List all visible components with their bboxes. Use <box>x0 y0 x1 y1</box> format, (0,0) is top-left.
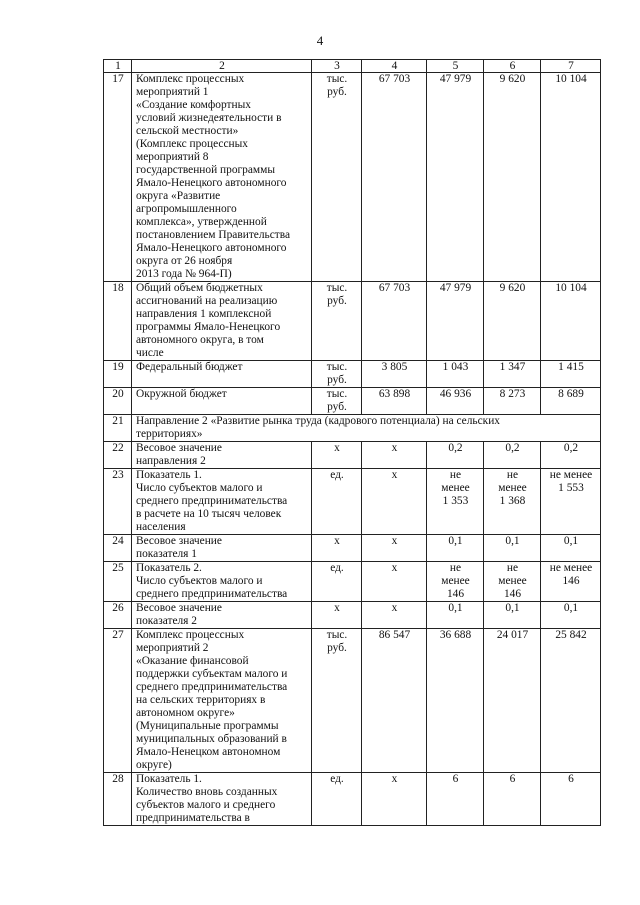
table-row <box>104 388 601 415</box>
indicator-name <box>132 562 312 602</box>
indicator-name-line: в расчете на 10 тысяч человек <box>136 508 282 520</box>
indicator-name-line: Показатель 1. <box>136 469 202 481</box>
indicator-name-line: «Оказание финансовой <box>136 655 249 667</box>
table-row <box>104 773 601 826</box>
unit-cell-line: х <box>334 442 340 454</box>
value-col6-line: 0,1 <box>505 602 520 614</box>
indicator-name-line: Весовое значение <box>136 602 222 614</box>
value-col6 <box>484 73 541 282</box>
row-number: 26 <box>104 602 132 629</box>
value-col6 <box>484 469 541 535</box>
unit-cell-line: руб. <box>327 295 347 307</box>
indicator-name <box>132 388 312 415</box>
value-col5 <box>427 629 484 773</box>
indicator-name-line: Показатель 1. <box>136 773 202 785</box>
indicator-name-line: числе <box>136 347 164 359</box>
unit-cell <box>312 442 362 469</box>
header-cell: 1 <box>104 60 132 73</box>
indicator-name-line: округа «Развитие <box>136 190 221 202</box>
value-col6 <box>484 602 541 629</box>
value-col6 <box>484 773 541 826</box>
value-col4 <box>362 442 427 469</box>
value-col7-line: 25 842 <box>555 629 587 641</box>
unit-cell-line: руб. <box>327 374 347 386</box>
indicator-name-line: населения <box>136 521 186 533</box>
indicator-name-line: направления 1 комплексной <box>136 308 272 320</box>
value-col4-line: х <box>391 535 398 547</box>
indicator-name-line: Ямало-Ненецкого автономного <box>136 242 287 254</box>
table-row <box>104 73 601 282</box>
value-col5-line: менее <box>441 482 470 494</box>
value-col7 <box>541 773 601 826</box>
unit-cell-line: ед. <box>330 562 344 574</box>
indicator-name-line: автономном округе» <box>136 707 235 719</box>
value-col5 <box>427 361 484 388</box>
value-col5-line: 36 688 <box>439 629 472 641</box>
value-col5 <box>427 535 484 562</box>
value-col5-line: 47 979 <box>439 282 472 294</box>
unit-cell <box>312 562 362 602</box>
table-row <box>104 562 601 602</box>
indicator-name-line: мероприятий 1 <box>136 86 209 98</box>
unit-cell-line: руб. <box>327 401 347 413</box>
value-col5 <box>427 282 484 361</box>
unit-cell-line: руб. <box>327 642 347 654</box>
indicator-name <box>132 535 312 562</box>
unit-cell-line: тыс. <box>326 282 348 294</box>
unit-cell-line: ед. <box>330 773 344 785</box>
value-col4-line: х <box>391 562 398 574</box>
indicator-name-line: постановлением Правительства <box>136 229 291 241</box>
value-col4-line: х <box>391 773 398 785</box>
value-col6-line: 9 620 <box>499 282 526 294</box>
indicator-name-line: округа от 26 ноября <box>136 255 233 267</box>
value-col5-line: 6 <box>452 773 459 785</box>
unit-cell-line: руб. <box>327 86 347 98</box>
indicator-name-line: Общий объем бюджетных <box>136 282 263 294</box>
value-col7-line: 1 415 <box>558 361 584 373</box>
unit-cell <box>312 469 362 535</box>
value-col5-line: 0,1 <box>448 602 463 614</box>
indicator-name-line: Комплекс процессных <box>136 629 245 641</box>
row-number: 23 <box>104 469 132 535</box>
row-number: 28 <box>104 773 132 826</box>
value-col4-line: х <box>391 442 398 454</box>
value-col6 <box>484 282 541 361</box>
table-row <box>104 415 601 442</box>
indicator-name <box>132 282 312 361</box>
unit-cell-line: тыс. <box>326 361 348 373</box>
indicator-name <box>132 602 312 629</box>
value-col7-line: 6 <box>568 773 574 785</box>
value-col7-line: 8 689 <box>558 388 584 400</box>
value-col4 <box>362 282 427 361</box>
value-col7-line: 0,1 <box>563 535 579 547</box>
value-col4 <box>362 629 427 773</box>
value-col4 <box>362 535 427 562</box>
unit-cell-line: х <box>334 602 340 614</box>
value-col5-line: 0,1 <box>448 535 463 547</box>
value-col4 <box>362 602 427 629</box>
value-col4-line: 63 898 <box>378 388 411 400</box>
indicator-name-line: муниципальных образований в <box>136 733 287 745</box>
header-cell: 2 <box>132 60 312 73</box>
indicator-name-line: государственной программы <box>136 164 276 176</box>
value-col5-line: менее <box>441 575 470 587</box>
value-col4-line: 67 703 <box>378 73 411 85</box>
header-cell: 4 <box>362 60 427 73</box>
value-col4-line: 86 547 <box>378 629 411 641</box>
unit-cell-line: тыс. <box>326 73 348 85</box>
table-row <box>104 535 601 562</box>
indicator-name-line: Федеральный бюджет <box>136 361 243 373</box>
value-col6 <box>484 562 541 602</box>
indicator-name-line: Число субъектов малого и <box>136 482 263 494</box>
value-col7-line: 1 553 <box>558 482 584 494</box>
value-col6-line: 24 017 <box>496 629 529 641</box>
value-col5 <box>427 773 484 826</box>
unit-cell <box>312 773 362 826</box>
value-col7 <box>541 562 601 602</box>
indicator-name-line: среднего предпринимательства <box>136 588 288 600</box>
row-number: 21 <box>104 415 132 442</box>
value-col6-line: не <box>506 562 519 574</box>
indicator-name-line: комплекса», утвержденной <box>136 216 267 228</box>
value-col5 <box>427 562 484 602</box>
unit-cell <box>312 388 362 415</box>
indicator-name-line: Ямало-Ненецком автономном <box>136 746 281 758</box>
value-col5-line: 0,2 <box>448 442 463 454</box>
value-col4 <box>362 562 427 602</box>
value-col7-line: 0,1 <box>563 602 579 614</box>
indicator-name-line: ассигнований на реализацию <box>136 295 278 307</box>
value-col4-line: 67 703 <box>378 282 411 294</box>
row-number: 20 <box>104 388 132 415</box>
indicator-name <box>132 773 312 826</box>
indicator-name-line: Комплекс процессных <box>136 73 245 85</box>
value-col7 <box>541 629 601 773</box>
unit-cell-line: тыс. <box>326 388 348 400</box>
section-title-line: Направление 2 «Развитие рынка труда (кадрового потенциала) на сельских <box>136 415 500 427</box>
indicator-name-line: Число субъектов малого и <box>136 575 263 587</box>
row-number: 24 <box>104 535 132 562</box>
value-col4-line: х <box>391 602 398 614</box>
indicator-name-line: показателя 2 <box>136 615 197 627</box>
value-col7-line: не менее <box>549 469 593 481</box>
unit-cell <box>312 629 362 773</box>
value-col4 <box>362 73 427 282</box>
indicator-name-line: 2013 года № 964-П) <box>136 268 232 280</box>
value-col6 <box>484 388 541 415</box>
indicator-name <box>132 469 312 535</box>
value-col5-line: 1 353 <box>442 495 469 507</box>
table-row <box>104 629 601 773</box>
value-col7 <box>541 602 601 629</box>
value-col5-line: 46 936 <box>439 388 472 400</box>
value-col7 <box>541 388 601 415</box>
value-col6-line: 8 273 <box>499 388 526 400</box>
indicator-name-line: (Комплекс процессных <box>136 138 248 150</box>
value-col6-line: менее <box>498 482 527 494</box>
value-col6 <box>484 535 541 562</box>
value-col7-line: 146 <box>562 575 580 587</box>
value-col5-line: 1 043 <box>442 361 469 373</box>
value-col4 <box>362 469 427 535</box>
value-col6-line: 1 368 <box>499 495 526 507</box>
value-col7-line: 10 104 <box>555 73 587 85</box>
unit-cell-line: тыс. <box>326 629 348 641</box>
indicator-table <box>103 59 601 826</box>
value-col4-line: х <box>391 469 398 481</box>
indicator-name-line: «Создание комфортных <box>136 99 251 111</box>
value-col6-line: не <box>506 469 519 481</box>
indicator-name-line: поддержки субъектам малого и <box>136 668 288 680</box>
value-col6 <box>484 361 541 388</box>
row-number: 19 <box>104 361 132 388</box>
indicator-name-line: среднего предпринимательства <box>136 681 288 693</box>
value-col6-line: менее <box>498 575 527 587</box>
indicator-name <box>132 629 312 773</box>
row-number: 17 <box>104 73 132 282</box>
table-row <box>104 361 601 388</box>
value-col6 <box>484 629 541 773</box>
indicator-name-line: сельской местности» <box>136 125 239 137</box>
value-col7 <box>541 361 601 388</box>
header-cell: 5 <box>427 60 484 73</box>
unit-cell <box>312 73 362 282</box>
header-cell: 7 <box>541 60 601 73</box>
value-col5 <box>427 73 484 282</box>
row-number: 27 <box>104 629 132 773</box>
indicator-name <box>132 442 312 469</box>
indicator-name-line: направления 2 <box>136 455 206 467</box>
value-col5 <box>427 602 484 629</box>
value-col6-line: 1 347 <box>499 361 526 373</box>
indicator-name-line: Весовое значение <box>136 442 222 454</box>
indicator-name-line: мероприятий 2 <box>136 642 209 654</box>
indicator-name-line: предпринимательства в <box>136 812 250 824</box>
table-header-row <box>104 60 601 73</box>
indicator-name-line: показателя 1 <box>136 548 197 560</box>
indicator-name <box>132 73 312 282</box>
row-number: 25 <box>104 562 132 602</box>
value-col7 <box>541 469 601 535</box>
indicator-name-line: условий жизнедеятельности в <box>136 112 282 124</box>
value-col7 <box>541 73 601 282</box>
value-col7 <box>541 442 601 469</box>
indicator-name-line: Показатель 2. <box>136 562 202 574</box>
row-number: 18 <box>104 282 132 361</box>
unit-cell <box>312 602 362 629</box>
header-cell: 3 <box>312 60 362 73</box>
value-col4 <box>362 361 427 388</box>
indicator-name-line: Окружной бюджет <box>136 388 227 400</box>
unit-cell <box>312 282 362 361</box>
indicator-name-line: агропромышленного <box>136 203 237 215</box>
value-col7-line: не менее <box>549 562 593 574</box>
indicator-name-line: мероприятий 8 <box>136 151 209 163</box>
section-title <box>132 415 601 442</box>
section-title-line: территориях» <box>136 428 203 440</box>
value-col7 <box>541 282 601 361</box>
value-col6-line: 0,2 <box>505 442 520 454</box>
indicator-name <box>132 361 312 388</box>
table-row <box>104 282 601 361</box>
unit-cell <box>312 361 362 388</box>
indicator-name-line: автономного округа, в том <box>136 334 264 346</box>
table-row <box>104 602 601 629</box>
table-row <box>104 469 601 535</box>
unit-cell-line: х <box>334 535 340 547</box>
value-col7-line: 0,2 <box>563 442 579 454</box>
value-col7-line: 10 104 <box>555 282 587 294</box>
value-col6 <box>484 442 541 469</box>
indicator-name-line: Весовое значение <box>136 535 222 547</box>
value-col5-line: не <box>449 469 462 481</box>
row-number: 22 <box>104 442 132 469</box>
header-cell: 6 <box>484 60 541 73</box>
indicator-name-line: программы Ямало-Ненецкого <box>136 321 281 333</box>
value-col4 <box>362 388 427 415</box>
value-col6-line: 146 <box>503 588 522 600</box>
unit-cell-line: ед. <box>330 469 344 481</box>
indicator-name-line: на сельских территориях в <box>136 694 266 706</box>
indicator-name-line: субъектов малого и среднего <box>136 799 276 811</box>
indicator-name-line: (Муниципальные программы <box>136 720 279 732</box>
value-col5 <box>427 469 484 535</box>
value-col4-line: 3 805 <box>381 361 408 373</box>
value-col6-line: 0,1 <box>505 535 520 547</box>
table-row <box>104 442 601 469</box>
value-col6-line: 6 <box>509 773 516 785</box>
value-col5 <box>427 388 484 415</box>
value-col5-line: 47 979 <box>439 73 472 85</box>
indicator-name-line: округе) <box>136 759 172 771</box>
value-col5-line: 146 <box>446 588 465 600</box>
value-col5-line: не <box>449 562 462 574</box>
indicator-name-line: среднего предпринимательства <box>136 495 288 507</box>
value-col4 <box>362 773 427 826</box>
indicator-name-line: Ямало-Ненецкого автономного <box>136 177 287 189</box>
value-col7 <box>541 535 601 562</box>
value-col5 <box>427 442 484 469</box>
unit-cell <box>312 535 362 562</box>
page-number: 4 <box>316 33 324 48</box>
indicator-name-line: Количество вновь созданных <box>136 786 278 798</box>
value-col6-line: 9 620 <box>499 73 526 85</box>
